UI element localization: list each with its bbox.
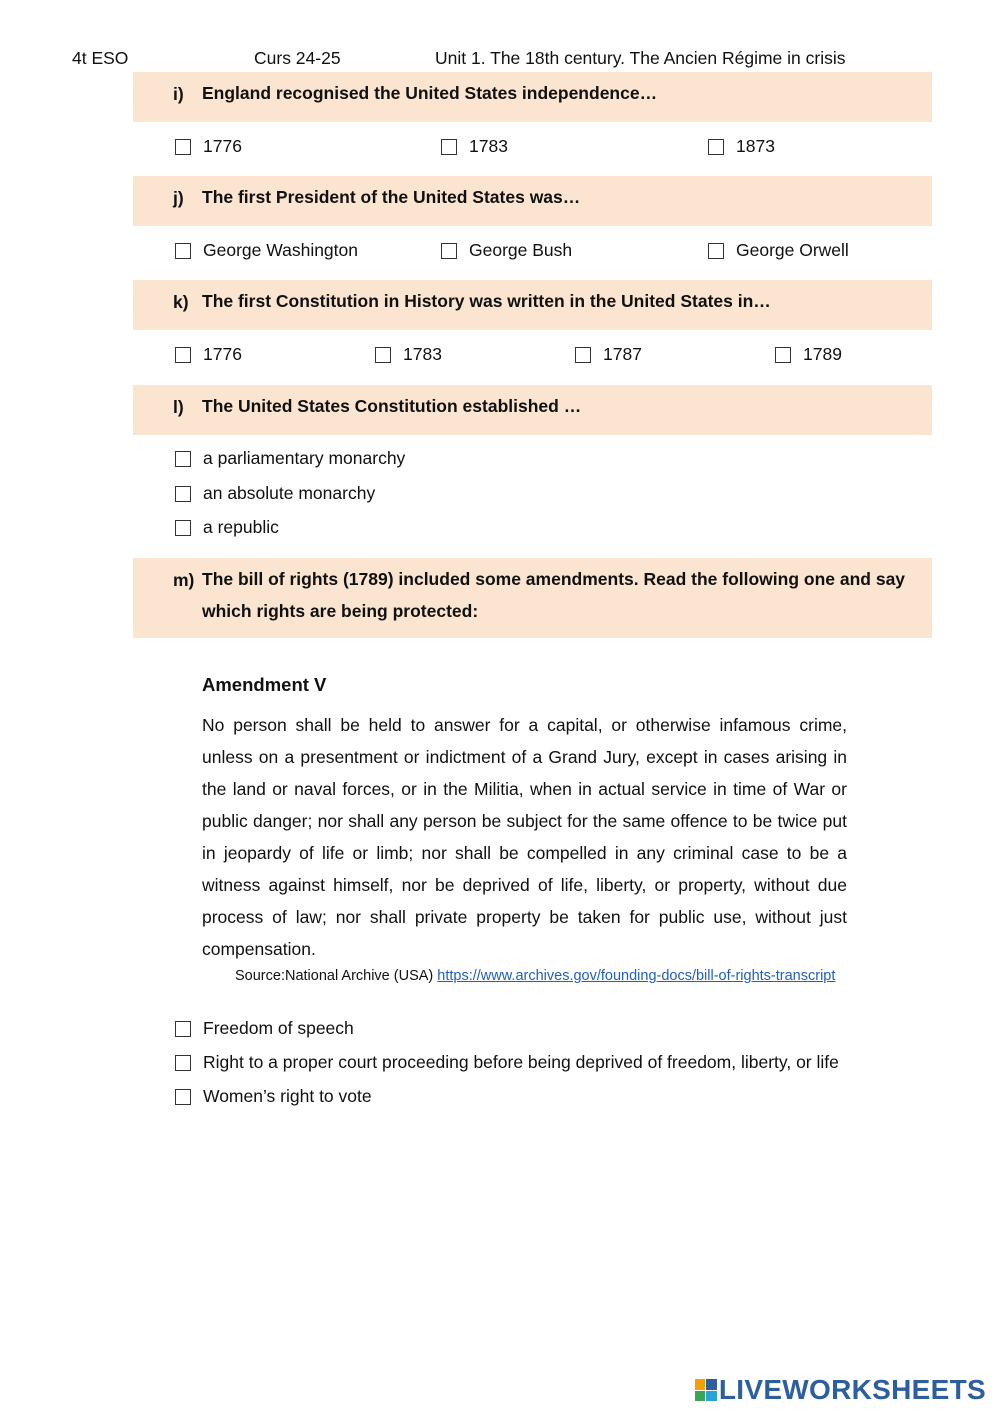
amendment-text: No person shall be held to answer for a capital, or otherwise infamous crime, unless on a presentment or indictment of a Grand Jury, except in cases arising in the land or naval forces, or in the Militia, when in actual service in time of War or public danger; nor shall any person be subject for the same offence to be twice put in jeopardy of life or limb; nor shall be compelled in any criminal case to be a witness against himself, nor be deprived of life, liberty, or property, without due process of law; nor shall private property be taken for public use, without just compensation. bbox=[202, 715, 847, 959]
source-link[interactable]: https://www.archives.gov/founding-docs/bill-of-rights-transcript bbox=[437, 968, 836, 984]
option-j-2[interactable] bbox=[441, 240, 572, 261]
checkbox[interactable] bbox=[175, 139, 191, 155]
header-course: Curs 24-25 bbox=[254, 48, 341, 68]
option-l-3[interactable] bbox=[175, 517, 279, 538]
page-header bbox=[0, 48, 1000, 70]
option-label: George Orwell bbox=[736, 240, 849, 260]
option-label: 1783 bbox=[403, 344, 442, 364]
option-k-4[interactable] bbox=[775, 344, 842, 365]
option-l-1[interactable] bbox=[175, 448, 405, 469]
question-letter: k) bbox=[173, 292, 189, 312]
question-letter: j) bbox=[173, 188, 184, 208]
option-k-3[interactable] bbox=[575, 344, 642, 365]
question-text: The United States Constitution established … bbox=[202, 396, 582, 416]
option-k-2[interactable] bbox=[375, 344, 442, 365]
option-i-2[interactable] bbox=[441, 136, 508, 157]
option-i-3[interactable] bbox=[708, 136, 775, 157]
question-text: The first Constitution in History was written in the United States in… bbox=[202, 291, 771, 311]
option-m-2[interactable] bbox=[175, 1052, 839, 1073]
checkbox[interactable] bbox=[175, 347, 191, 363]
checkbox[interactable] bbox=[175, 451, 191, 467]
checkbox[interactable] bbox=[175, 1055, 191, 1071]
question-letter: l) bbox=[173, 397, 184, 417]
checkbox[interactable] bbox=[575, 347, 591, 363]
question-i bbox=[133, 72, 932, 122]
question-text: The bill of rights (1789) included some amendments. Read the following one and say which rights are being protected: bbox=[202, 569, 906, 621]
brand-name: LIVEWORKSHEETS bbox=[718, 1374, 986, 1405]
question-text: The first President of the United States was… bbox=[202, 187, 581, 207]
question-l bbox=[133, 385, 932, 435]
option-k-1[interactable] bbox=[175, 344, 242, 365]
option-i-1[interactable] bbox=[175, 136, 242, 157]
option-j-1[interactable] bbox=[175, 240, 358, 261]
question-letter: m) bbox=[173, 570, 195, 590]
option-j-3[interactable] bbox=[708, 240, 849, 261]
amendment-title: Amendment V bbox=[202, 674, 327, 695]
checkbox[interactable] bbox=[708, 139, 724, 155]
question-text: England recognised the United States independence… bbox=[202, 83, 658, 103]
option-m-1[interactable] bbox=[175, 1018, 354, 1039]
checkbox[interactable] bbox=[175, 1021, 191, 1037]
source-citation bbox=[235, 968, 835, 984]
source-label: Source:National Archive (USA) bbox=[235, 968, 434, 984]
option-label: Right to a proper court proceeding before being deprived of freedom, liberty, or life bbox=[203, 1052, 839, 1072]
question-m bbox=[133, 558, 932, 638]
question-j bbox=[133, 176, 932, 226]
checkbox[interactable] bbox=[775, 347, 791, 363]
option-label: an absolute monarchy bbox=[203, 483, 376, 503]
header-unit-title: Unit 1. The 18th century. The Ancien Régime in crisis bbox=[435, 48, 846, 68]
option-label: 1783 bbox=[469, 136, 508, 156]
liveworksheets-brand bbox=[695, 1374, 986, 1406]
option-label: George Washington bbox=[203, 240, 358, 260]
checkbox[interactable] bbox=[175, 520, 191, 536]
option-label: 1776 bbox=[203, 344, 242, 364]
option-label: 1789 bbox=[803, 344, 842, 364]
option-l-2[interactable] bbox=[175, 483, 375, 504]
checkbox[interactable] bbox=[441, 139, 457, 155]
option-label: Women’s right to vote bbox=[203, 1086, 372, 1106]
checkbox[interactable] bbox=[441, 243, 457, 259]
checkbox[interactable] bbox=[175, 486, 191, 502]
option-label: 1873 bbox=[736, 136, 775, 156]
question-k bbox=[133, 280, 932, 330]
option-label: Freedom of speech bbox=[203, 1018, 354, 1038]
question-letter: i) bbox=[173, 84, 184, 104]
checkbox[interactable] bbox=[175, 1089, 191, 1105]
option-label: a republic bbox=[203, 517, 279, 537]
option-label: 1776 bbox=[203, 136, 242, 156]
option-label: George Bush bbox=[469, 240, 573, 260]
option-label: 1787 bbox=[603, 344, 642, 364]
checkbox[interactable] bbox=[175, 243, 191, 259]
liveworksheets-logo-icon bbox=[695, 1379, 717, 1401]
checkbox[interactable] bbox=[375, 347, 391, 363]
header-grade: 4t ESO bbox=[72, 48, 129, 68]
checkbox[interactable] bbox=[708, 243, 724, 259]
option-m-3[interactable] bbox=[175, 1086, 372, 1107]
option-label: a parliamentary monarchy bbox=[203, 448, 406, 468]
